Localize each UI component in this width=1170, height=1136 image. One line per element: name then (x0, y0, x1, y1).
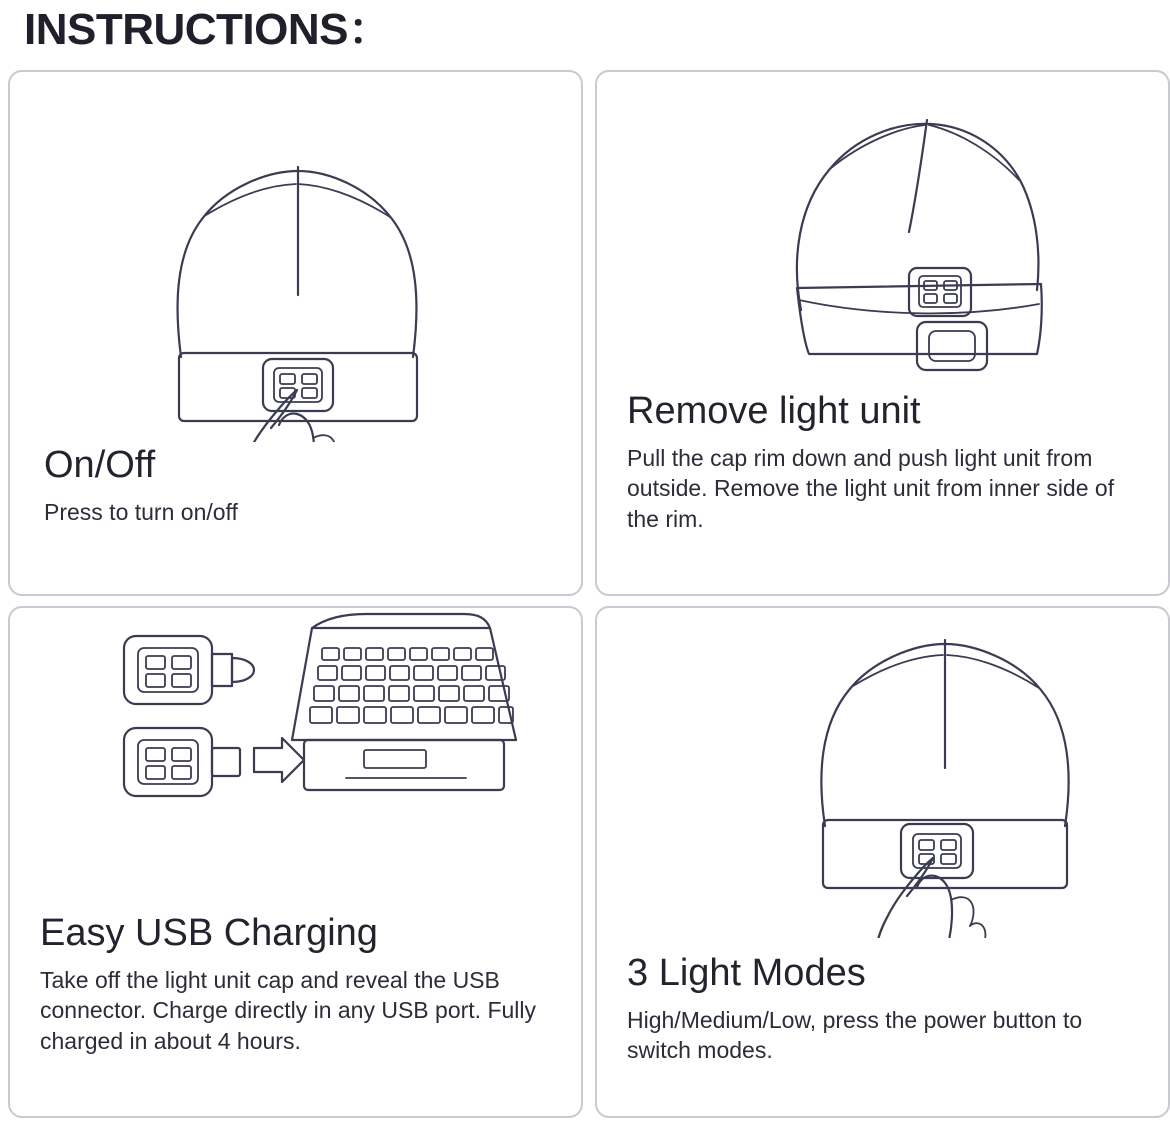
instruction-card-light-modes (595, 606, 1170, 1118)
page-title: INSTRUCTIONS： (24, 5, 392, 54)
instruction-card-remove-light-unit (595, 70, 1170, 596)
card-body: Take off the light unit cap and reveal the USB connector. Charge directly in any USB port. Fully charged in about 4 hours. (40, 966, 537, 1054)
instruction-card-onoff (8, 70, 583, 596)
card-body: High/Medium/Low, press the power button to switch modes. (627, 1006, 1083, 1064)
beanie-switch-modes-illustration (597, 608, 1168, 938)
instruction-card-usb-charging (8, 606, 583, 1118)
remove-text-block (627, 390, 1144, 534)
beanie-remove-unit-illustration (597, 72, 1168, 372)
card-heading: 3 Light Modes (627, 952, 866, 995)
onoff-text-block (44, 444, 557, 527)
card-heading: Easy USB Charging (40, 912, 378, 955)
card-heading: Remove light unit (627, 390, 921, 433)
modes-text-block (627, 952, 1144, 1065)
card-body: Pull the cap rim down and push light unit from outside. Remove the light unit from inner side of the rim. (627, 444, 1115, 532)
usb-charging-illustration (10, 608, 581, 888)
beanie-press-button-illustration (10, 72, 581, 442)
instruction-card-grid (8, 70, 1162, 1118)
card-heading: On/Off (44, 444, 156, 487)
card-body: Press to turn on/off (44, 498, 238, 525)
usb-text-block (40, 912, 557, 1056)
